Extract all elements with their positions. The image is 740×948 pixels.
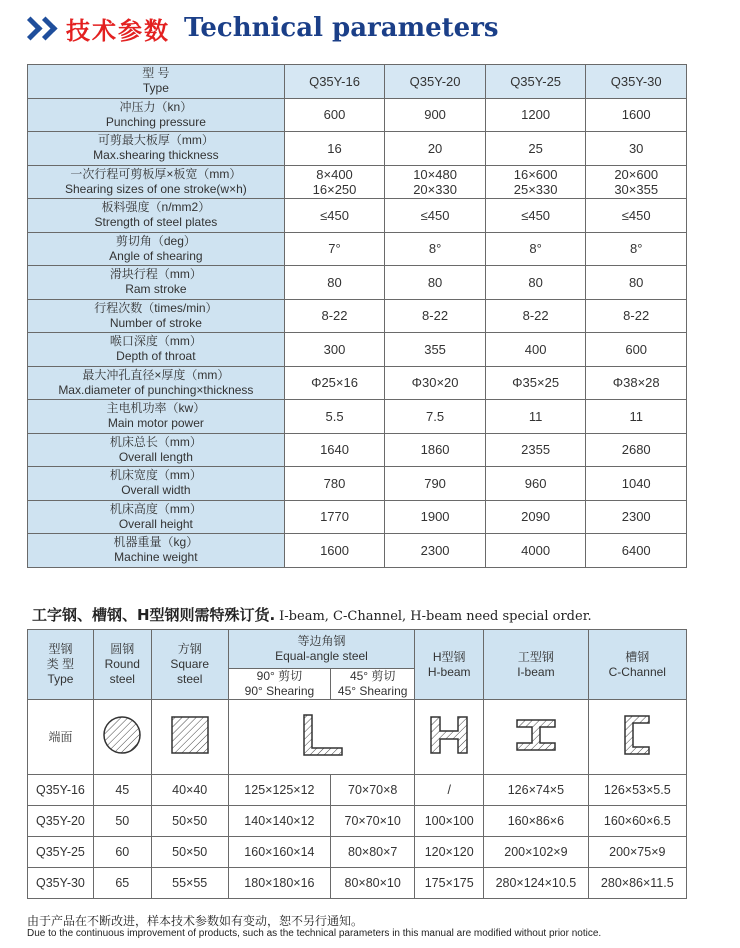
steel-row	[28, 837, 687, 868]
steel-value: 200×102×9	[484, 837, 588, 868]
footer-note-en: Due to the continuous improvement of products, such as the technical parameters in this manual are modified without prior notice.	[27, 928, 602, 939]
steel-value: 65	[93, 868, 151, 899]
steel-model: Q35Y-16	[28, 775, 94, 806]
steel-model: Q35Y-30	[28, 868, 94, 899]
steel-value: 120×120	[415, 837, 484, 868]
steel-value: 126×53×5.5	[588, 775, 686, 806]
params-header-row	[28, 65, 687, 99]
param-value: 5.5	[284, 400, 385, 434]
steel-value: 126×74×5	[484, 775, 588, 806]
param-row	[28, 199, 687, 233]
col-i-beam: 工型钢 I-beam	[484, 630, 588, 700]
param-value: 600	[586, 333, 687, 367]
steel-value: 50	[93, 806, 151, 837]
model-header: Q35Y-25	[485, 65, 586, 99]
param-value: 1200	[485, 98, 586, 132]
param-value: 1040	[586, 467, 687, 501]
special-order-note	[32, 604, 592, 625]
col-type: 型钢 类 型 Type	[28, 630, 94, 700]
param-label: 最大冲孔直径×厚度（mm） Max.diameter of punching×thickness	[28, 366, 285, 400]
param-value: 80	[485, 266, 586, 300]
param-value: 1600	[586, 98, 687, 132]
param-value: 20×600 30×355	[586, 165, 687, 199]
col-equal-angle: 等边角钢 Equal-angle steel	[228, 630, 415, 669]
param-label: 可剪最大板厚（mm） Max.shearing thickness	[28, 132, 285, 166]
special-order-cn: 工字钢、槽钢、H型钢则需特殊订货.	[32, 606, 276, 624]
param-value: 8×400 16×250	[284, 165, 385, 199]
param-value: 11	[586, 400, 687, 434]
param-row	[28, 534, 687, 568]
steel-value: 40×40	[151, 775, 228, 806]
param-label: 主电机功率（kw） Main motor power	[28, 400, 285, 434]
steel-value: 160×160×14	[228, 837, 330, 868]
param-value: 16	[284, 132, 385, 166]
param-value: Φ30×20	[385, 366, 486, 400]
steel-value: 280×86×11.5	[588, 868, 686, 899]
steel-row	[28, 868, 687, 899]
model-header: Q35Y-30	[586, 65, 687, 99]
param-value: 8-22	[485, 299, 586, 333]
param-label: 机床高度（mm） Overall height	[28, 500, 285, 534]
round-section-icon	[93, 700, 151, 775]
param-row	[28, 333, 687, 367]
param-row	[28, 400, 687, 434]
param-value: 20	[385, 132, 486, 166]
param-label: 机床总长（mm） Overall length	[28, 433, 285, 467]
steel-value: 280×124×10.5	[484, 868, 588, 899]
param-value: 300	[284, 333, 385, 367]
param-row	[28, 232, 687, 266]
steel-value: 55×55	[151, 868, 228, 899]
model-header: Q35Y-16	[284, 65, 385, 99]
param-value: 2680	[586, 433, 687, 467]
col-equal-90: 90° 剪切 90° Shearing	[228, 669, 330, 700]
param-label: 行程次数（times/min） Number of stroke	[28, 299, 285, 333]
param-value: 30	[586, 132, 687, 166]
param-value: 8-22	[385, 299, 486, 333]
param-value: 16×600 25×330	[485, 165, 586, 199]
param-value: ≤450	[284, 199, 385, 233]
param-value: 400	[485, 333, 586, 367]
param-value: 2300	[586, 500, 687, 534]
param-row	[28, 132, 687, 166]
param-value: Φ25×16	[284, 366, 385, 400]
param-value: 1770	[284, 500, 385, 534]
h-beam-section-icon	[415, 700, 484, 775]
param-label: 冲压力（kn） Punching pressure	[28, 98, 285, 132]
param-value: 1640	[284, 433, 385, 467]
col-equal-45: 45° 剪切 45° Shearing	[331, 669, 415, 700]
angle-section-icon	[228, 700, 415, 775]
steel-value: 60	[93, 837, 151, 868]
steel-row	[28, 775, 687, 806]
param-value: ≤450	[586, 199, 687, 233]
title-en: Technical parameters	[184, 13, 499, 43]
param-row	[28, 366, 687, 400]
steel-capacity-table	[27, 629, 687, 899]
title-cn: 技术参数	[66, 16, 170, 45]
page-header	[22, 8, 499, 48]
param-value: 600	[284, 98, 385, 132]
param-value: 25	[485, 132, 586, 166]
param-value: 8°	[586, 232, 687, 266]
param-value: 1900	[385, 500, 486, 534]
param-value: 7°	[284, 232, 385, 266]
param-value: 80	[284, 266, 385, 300]
steel-value: 140×140×12	[228, 806, 330, 837]
param-value: 780	[284, 467, 385, 501]
param-label: 机器重量（kg） Machine weight	[28, 534, 285, 568]
steel-value: 175×175	[415, 868, 484, 899]
param-value: 2090	[485, 500, 586, 534]
footer-note-cn: 由于产品在不断改进，样本技术参数如有变动，恕不另行通知。	[27, 914, 364, 928]
param-value: 80	[385, 266, 486, 300]
param-row	[28, 467, 687, 501]
param-value: 355	[385, 333, 486, 367]
param-value: Φ38×28	[586, 366, 687, 400]
double-chevron-icon	[22, 20, 52, 37]
param-value: 1860	[385, 433, 486, 467]
param-value: 1600	[284, 534, 385, 568]
param-value: 8-22	[586, 299, 687, 333]
param-value: 790	[385, 467, 486, 501]
param-value: 7.5	[385, 400, 486, 434]
special-order-en: I-beam, C-Channel, H-beam need special order.	[279, 609, 592, 624]
steel-model: Q35Y-20	[28, 806, 94, 837]
param-value: 900	[385, 98, 486, 132]
param-value: 2355	[485, 433, 586, 467]
steel-value: 200×75×9	[588, 837, 686, 868]
steel-value: 80×80×7	[331, 837, 415, 868]
param-label: 机床宽度（mm） Overall width	[28, 467, 285, 501]
steel-value: 70×70×8	[331, 775, 415, 806]
param-value: 8°	[385, 232, 486, 266]
col-c-channel: 槽钢 C-Channel	[588, 630, 686, 700]
steel-value: 180×180×16	[228, 868, 330, 899]
param-value: 8°	[485, 232, 586, 266]
steel-row	[28, 806, 687, 837]
param-label: 一次行程可剪板厚×板宽（mm） Shearing sizes of one stroke(w×h)	[28, 165, 285, 199]
steel-value: 80×80×10	[331, 868, 415, 899]
param-value: 6400	[586, 534, 687, 568]
param-value: 80	[586, 266, 687, 300]
col-h-beam: H型钢 H-beam	[415, 630, 484, 700]
param-value: 2300	[385, 534, 486, 568]
param-row	[28, 500, 687, 534]
param-value: 11	[485, 400, 586, 434]
param-row	[28, 433, 687, 467]
param-value: 960	[485, 467, 586, 501]
param-value: ≤450	[485, 199, 586, 233]
c-channel-section-icon	[588, 700, 686, 775]
param-label: 滑块行程（mm） Ram stroke	[28, 266, 285, 300]
model-header: Q35Y-20	[385, 65, 486, 99]
steel-value: /	[415, 775, 484, 806]
steel-value: 100×100	[415, 806, 484, 837]
col-round-steel: 圆钢 Round steel	[93, 630, 151, 700]
col-square-steel: 方钢 Square steel	[151, 630, 228, 700]
param-label: 板料强度（n/mm2） Strength of steel plates	[28, 199, 285, 233]
param-row	[28, 266, 687, 300]
param-row	[28, 98, 687, 132]
square-section-icon	[151, 700, 228, 775]
steel-value: 50×50	[151, 837, 228, 868]
param-value: 10×480 20×330	[385, 165, 486, 199]
param-value: 8-22	[284, 299, 385, 333]
param-label: 喉口深度（mm） Depth of throat	[28, 333, 285, 367]
steel-value: 45	[93, 775, 151, 806]
param-value: ≤450	[385, 199, 486, 233]
steel-value: 160×60×6.5	[588, 806, 686, 837]
technical-parameters-table	[27, 64, 687, 568]
i-beam-section-icon	[484, 700, 588, 775]
param-value: 4000	[485, 534, 586, 568]
steel-value: 125×125×12	[228, 775, 330, 806]
param-row	[28, 165, 687, 199]
section-label: 端面	[28, 700, 94, 775]
steel-value: 50×50	[151, 806, 228, 837]
steel-value: 160×86×6	[484, 806, 588, 837]
param-value: Φ35×25	[485, 366, 586, 400]
steel-model: Q35Y-25	[28, 837, 94, 868]
param-label: 剪切角（deg） Angle of shearing	[28, 232, 285, 266]
param-row	[28, 299, 687, 333]
type-label: 型 号 Type	[28, 65, 285, 99]
steel-value: 70×70×10	[331, 806, 415, 837]
